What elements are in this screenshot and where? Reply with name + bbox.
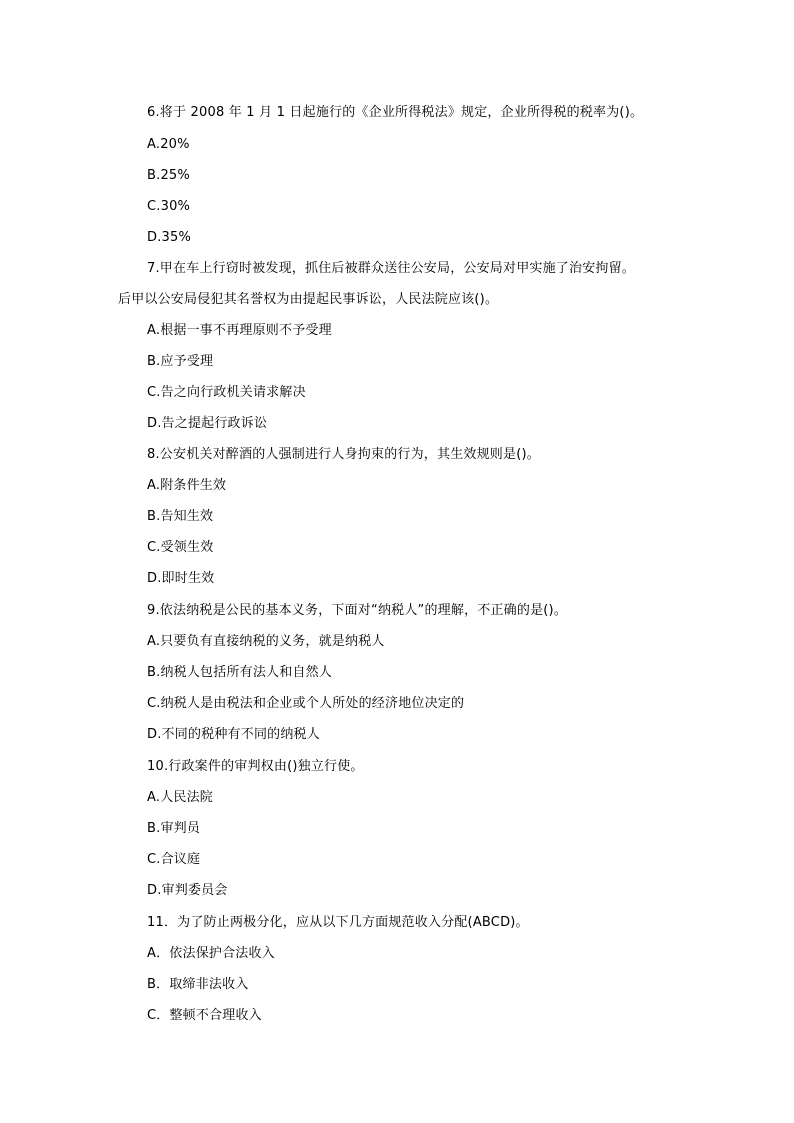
question-10-option-d: D.审判委员会 (147, 883, 228, 898)
question-7-option-c: C.告之向行政机关请求解决 (147, 385, 306, 400)
question-8-stem: 8.公安机关对醉酒的人强制进行人身拘束的行为，其生效规则是()。 (147, 447, 540, 462)
question-10-option-c: C.合议庭 (147, 852, 201, 867)
question-7-stem: 7.甲在车上行窃时被发现，抓住后被群众送往公安局，公安局对甲实施了治安拘留。 (147, 261, 636, 276)
question-6-option-c: C.30% (147, 199, 191, 214)
question-10-option-b: B.审判员 (147, 821, 201, 836)
question-8-option-c: C.受领生效 (147, 540, 214, 555)
question-6-option-b: B.25% (147, 168, 190, 183)
question-6-option-a: A.20% (147, 137, 190, 152)
question-10-option-a: A.人民法院 (147, 790, 213, 805)
question-9-option-c: C.纳税人是由税法和企业或个人所处的经济地位决定的 (147, 696, 465, 711)
question-7-stem-continued: 后甲以公安局侵犯其名誉权为由提起民事诉讼，人民法院应该()。 (118, 292, 499, 307)
question-9-option-b: B.纳税人包括所有法人和自然人 (147, 665, 333, 680)
question-11-option-a: A．依法保护合法收入 (147, 946, 275, 961)
question-6-option-d: D.35% (147, 230, 192, 245)
question-6-stem: 6.将于 2008 年 1 月 1 日起施行的《企业所得税法》规定，企业所得税的税率为()。 (147, 105, 644, 120)
question-7-option-d: D.告之提起行政诉讼 (147, 416, 268, 431)
question-10-stem: 10.行政案件的审判权由()独立行使。 (147, 759, 364, 774)
question-8-option-b: B.告知生效 (147, 509, 214, 524)
question-7-option-b: B.应予受理 (147, 354, 214, 369)
question-9-stem: 9.依法纳税是公民的基本义务，下面对“纳税人”的理解，不正确的是()。 (147, 603, 568, 618)
question-9-option-d: D.不同的税种有不同的纳税人 (147, 727, 320, 742)
question-8-option-d: D.即时生效 (147, 571, 215, 586)
question-9-option-a: A.只要负有直接纳税的义务，就是纳税人 (147, 634, 385, 649)
question-8-option-a: A.附条件生效 (147, 478, 227, 493)
question-7-option-a: A.根据一事不再理原则不予受理 (147, 323, 332, 338)
question-11-option-b: B．取缔非法收入 (147, 977, 249, 992)
question-11-option-c: C．整顿不合理收入 (147, 1008, 262, 1023)
question-11-stem: 11．为了防止两极分化，应从以下几方面规范收入分配(ABCD)。 (147, 915, 529, 930)
